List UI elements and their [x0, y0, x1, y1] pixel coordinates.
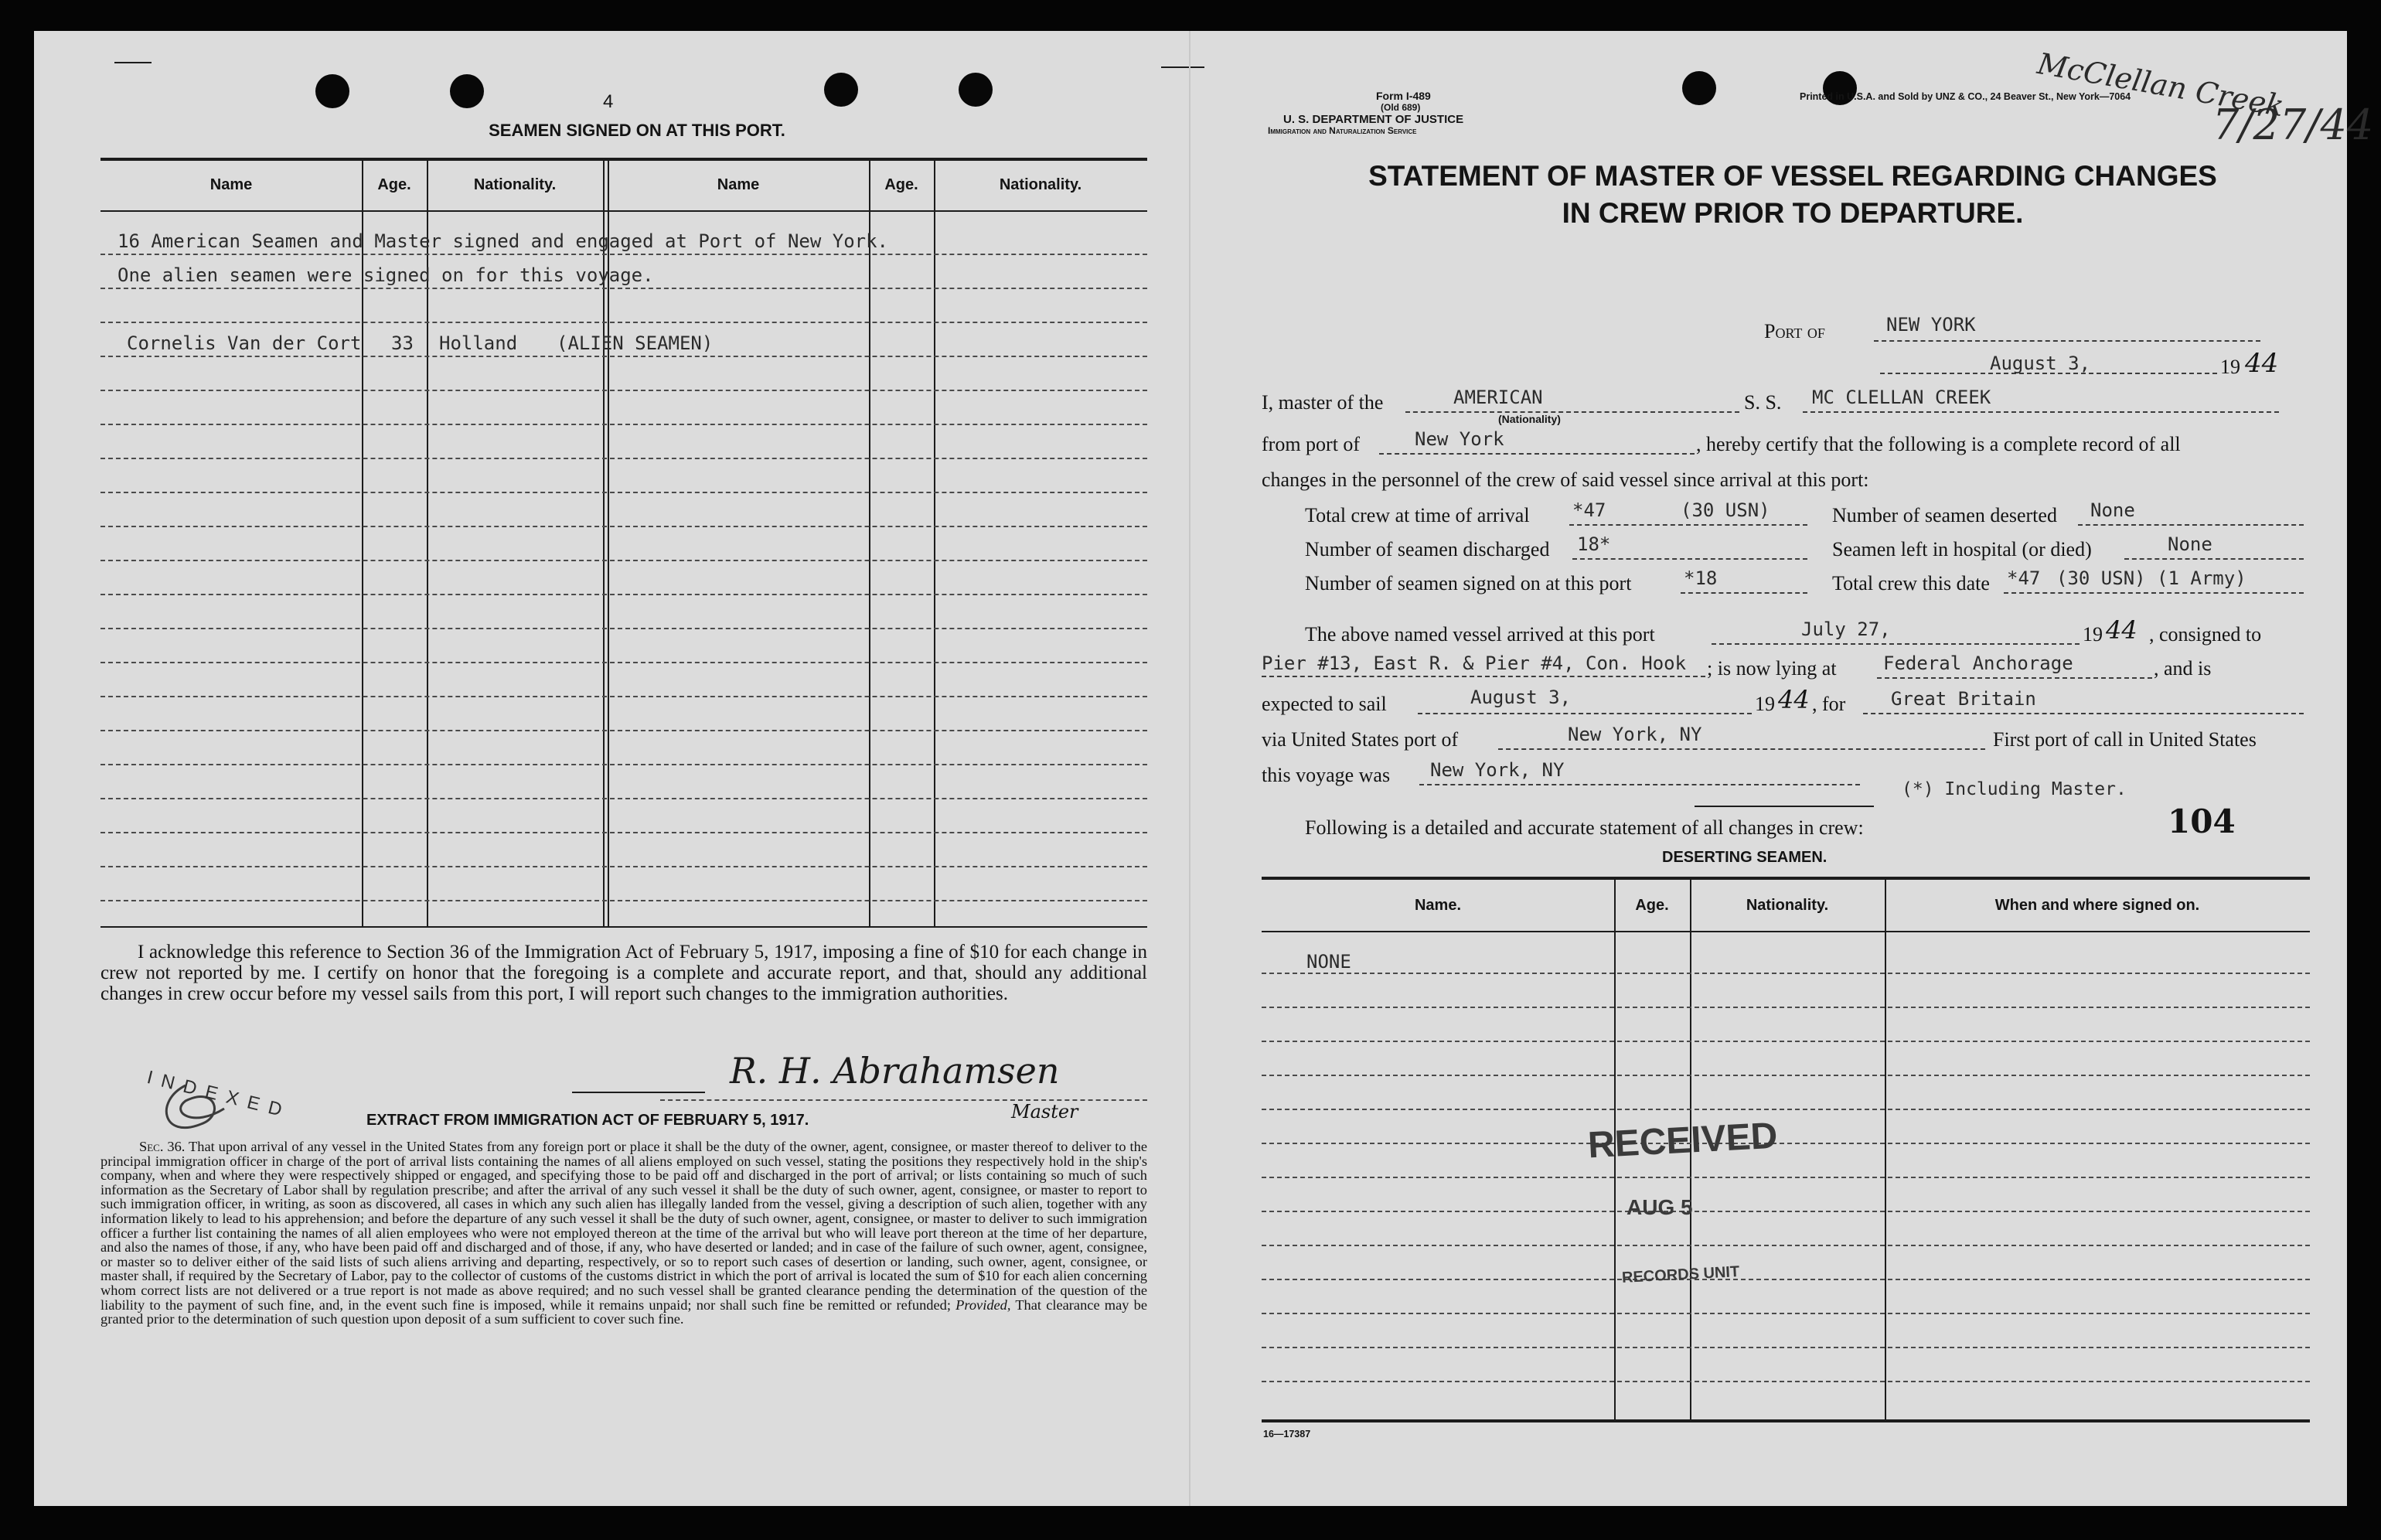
signed-on-value: *18 [1684, 567, 1718, 589]
form-title [1255, 158, 2330, 232]
from-port-value: New York [1415, 428, 1504, 450]
table-row-line [1262, 1041, 2310, 1042]
discharged-field-line [1572, 558, 1807, 560]
date-value: August 3, [1990, 353, 2091, 374]
extract-title: EXTRACT FROM IMMIGRATION ACT OF FEBRUARY 5, 1917. [366, 1112, 809, 1129]
form-old-number: (Old 689) [1381, 102, 1421, 113]
table-row-line [100, 390, 1147, 391]
lying-field-line [1877, 677, 2152, 679]
total-crew-label: Total crew at time of arrival [1305, 504, 1530, 526]
discharged-label: Number of seamen discharged [1305, 538, 1550, 560]
column-header-name: Name [717, 176, 760, 193]
arrived-value: July 27, [1801, 618, 1891, 640]
received-date-stamp: AUG 5 [1627, 1195, 1693, 1219]
table-row: One alien seamen were signed on for this voyage. [118, 264, 654, 286]
table-row-line [100, 492, 1147, 493]
indexed-stamp-label: INDEXED [145, 1067, 294, 1123]
pier-field-line [1262, 676, 1705, 677]
certify-text: , hereby certify that the following is a complete record of all [1696, 433, 2181, 455]
punch-hole [1682, 71, 1716, 105]
table-row-line [100, 356, 1147, 357]
expected-year-prefix: 19 [1755, 693, 1775, 715]
acknowledgment-text: I acknowledge this reference to Section 36 of the Immigration Act of February 5, 1917, imposing a fine of $10 for each change in crew not reported by me. I certify on honor that the foregoing is a complete and accurate report, and that, should any additional changes in crew occur before my vessel sails from this port, I will report such changes to the immigration authorities. [100, 942, 1147, 1004]
table-row-line [1262, 1075, 2310, 1076]
total-crew-field-line [1569, 524, 1807, 526]
column-divider [1885, 878, 1886, 1419]
from-port-field-line [1379, 453, 1695, 455]
statute-proviso-text: That clearance may be granted prior to the determination of such question upon deposit of a sum sufficient to cover such fine. [100, 1296, 1148, 1327]
changes-text: changes in the personnel of the crew of said vessel since arrival at this port: [1262, 468, 1869, 491]
document-sheet [34, 31, 2374, 1506]
deserting-row-value: NONE [1306, 951, 1351, 973]
table-row: 16 American Seamen and Master signed and engaged at Port of New York. [118, 230, 888, 252]
table-row-line [100, 866, 1147, 867]
printer-credit: Printed in U.S.A. and Sold by UNZ & CO., 24 Beaver St., New York—7064 [1800, 91, 2131, 102]
nationality-value: AMERICAN [1453, 387, 1543, 408]
table-row-line [100, 764, 1147, 765]
port-value: NEW YORK [1886, 314, 1976, 336]
form-number: Form I-489 [1376, 90, 1431, 102]
deserting-table-header-rule [1262, 931, 2310, 932]
fold-line [1189, 31, 1190, 1506]
stray-mark [114, 62, 152, 63]
deserting-header-signed-on: When and where signed on. [1994, 897, 2200, 914]
statute-section-text: That upon arrival of any vessel in the United States from any foreign port or place it shall be the duty of the owner, agent, consignee, or master thereof to deliver to the principal immigration officer in charge of the port of arrival lists containing the names of all aliens employed on such vessel, stating the positions they respectively hold in the ship's company, when and where they were respectively shipped or engaged, and specifying those to be paid off and discharged in the port of arrival; or lists containing so much of such information as the Secretary of Labor shall by regulation prescribe; and after the arrival of any such vessel it shall be the duty of such owner, agent, consignee, or master to report to such immigration officer, in writing, as soon as discovered, all cases in which any such alien has illegally landed from the vessel, giving a description of such alien, together with any information likely to lead to his apprehension; and before the departure of any such vessel it shall be the duty of such owner, agent, consignee, or master to deliver to such immigration officer a further list containing the names of all alien employees who were not employed thereon at the time of the arrival but who will leave port thereon at the time of her departure, and also the names of those, if any, who have been paid off and discharged and of those, if any, who have deserted or landed; and in case of the failure of such owner, agent, consignee, or master so to deliver either of the said lists of such aliens arriving and departing, respectively, or so to report such cases of desertion or landing, such owner, agent, consignee, or master shall, if required by the Secretary of Labor, pay to the collector of customs of the customs district in which the port of arrival is located the sum of $10 for each alien concerning whom correct lists are not delivered or a true report is not made as above required; and no such vessel shall be granted clearance pending the determination of the question of the liability to the payment of such fine, and, in the event such fine is imposed, while it remains unpaid; nor shall such fine be remitted or refunded; [100, 1139, 1148, 1313]
including-master-note: (*) Including Master. [1902, 779, 2127, 799]
expected-year: 44 [1778, 685, 1810, 714]
records-unit-stamp: RECORDS UNIT [1621, 1263, 1740, 1286]
table-row-line [100, 288, 1147, 289]
for-label: , for [1812, 693, 1846, 715]
hospital-label: Seamen left in hospital (or died) [1832, 538, 2092, 560]
column-header-age: Age. [884, 176, 918, 193]
statute-text [100, 1140, 1147, 1327]
deserted-value: None [2090, 499, 2135, 521]
total-this-date-extra: (30 USN) (1 Army) [2056, 567, 2246, 589]
table-row-line [100, 798, 1147, 799]
table-row-line [100, 322, 1147, 323]
deserting-header-age: Age. [1635, 897, 1669, 914]
and-is-label: , and is [2154, 657, 2212, 680]
master-signature: R. H. Abrahamsen [730, 1050, 1060, 1092]
nationality-field-line [1405, 411, 1739, 413]
table-row-line [100, 526, 1147, 527]
voyage-label: this voyage was [1262, 764, 1391, 786]
deserted-field-line [2078, 524, 2304, 526]
handwritten-ship-name: McClellan Creek [2035, 46, 2287, 124]
footer-code: 16—17387 [1263, 1429, 1311, 1439]
table-row-line [100, 900, 1147, 901]
deserting-header-name: Name. [1414, 897, 1462, 914]
via-value: New York, NY [1568, 724, 1702, 745]
hospital-value: None [2168, 533, 2212, 555]
table-top-rule [100, 158, 1147, 161]
column-header-nationality: Nationality. [999, 176, 1082, 193]
consigned-label: , consigned to [2149, 623, 2262, 646]
table-row-alien-nationality: Holland [439, 332, 518, 354]
received-stamp: RECEIVED [1586, 1115, 1779, 1167]
table-row-line [1262, 1279, 2310, 1280]
from-port-label: from port of [1262, 433, 1361, 455]
total-crew-value: *47 [1572, 499, 1606, 521]
arrived-year-prefix: 19 [2083, 623, 2103, 646]
lying-value: Federal Anchorage [1883, 652, 2073, 674]
deserted-label: Number of seamen deserted [1832, 504, 2057, 526]
deserting-table-bottom-rule [1262, 1419, 2310, 1422]
deserting-title: DESERTING SEAMEN. [1662, 849, 1827, 866]
handwritten-number: 104 [2168, 802, 2236, 840]
deserting-header-nationality: Nationality. [1746, 897, 1829, 914]
deserting-table-top-rule [1262, 877, 2310, 880]
arrived-year: 44 [2106, 615, 2137, 645]
form-title-line-2: IN CREW PRIOR TO DEPARTURE. [1562, 197, 2024, 229]
year-suffix: 44 [2245, 348, 2279, 379]
table-row-line [100, 662, 1147, 663]
first-port-label: First port of call in United States [1993, 728, 2257, 751]
port-field-line [1874, 340, 2260, 342]
for-field-line [1863, 713, 2304, 714]
total-this-date-value: *47 [2007, 567, 2041, 589]
table-row-line [1262, 1007, 2310, 1008]
table-row-line [1262, 1211, 2310, 1212]
table-row-line [100, 594, 1147, 595]
table-row-line [100, 424, 1147, 425]
table-row-line [1262, 1177, 2310, 1178]
ship-name: MC CLELLAN CREEK [1812, 387, 1991, 408]
nationality-caption: (Nationality) [1498, 413, 1561, 425]
page-number: 4 [603, 91, 614, 112]
table-row-line [100, 832, 1147, 833]
voyage-second-line [1695, 806, 1874, 807]
table-row-line [100, 628, 1147, 629]
pier-value: Pier #13, East R. & Pier #4, Con. Hook [1262, 652, 1687, 674]
column-header-age: Age. [377, 176, 411, 193]
form-title-line-1: STATEMENT OF MASTER OF VESSEL REGARDING CHANGES [1368, 160, 2217, 192]
table-bottom-rule [100, 926, 1147, 928]
following-text: Following is a detailed and accurate statement of all changes in crew: [1305, 816, 1864, 839]
year-prefix: 19 [2220, 356, 2240, 378]
lying-label: ; is now lying at [1707, 657, 1837, 680]
via-field-line [1498, 748, 1985, 750]
signed-on-field-line [1681, 592, 1807, 594]
table-row-alien-note: (ALIEN SEAMEN) [557, 332, 714, 354]
table-row-line [1262, 1143, 2310, 1144]
ship-field-line [1803, 411, 2279, 413]
arrived-field-line [1712, 643, 2080, 645]
total-crew-usn: (30 USN) [1681, 499, 1770, 521]
port-label: Port of [1764, 320, 1825, 342]
voyage-field-line [1419, 784, 1860, 785]
punch-hole [315, 74, 349, 108]
expected-value: August 3, [1470, 687, 1572, 708]
table-row-line [100, 730, 1147, 731]
table-row-line [100, 560, 1147, 561]
table-row-line [1262, 1381, 2310, 1382]
master-of-label: I, master of the [1262, 391, 1384, 414]
stray-mark [1161, 66, 1204, 68]
table-row-alien-name: Cornelis Van der Cort [127, 332, 362, 354]
table-row-line [100, 696, 1147, 697]
handwritten-date: 7/27/44 [2212, 101, 2374, 149]
table-row-line [1262, 973, 2310, 974]
punch-hole [824, 73, 858, 107]
table-row-alien-age: 33 [391, 332, 414, 354]
via-label: via United States port of [1262, 728, 1459, 751]
expected-label: expected to sail [1262, 693, 1387, 715]
table-row-line [1262, 1313, 2310, 1314]
arrived-label: The above named vessel arrived at this port [1305, 623, 1655, 646]
column-header-nationality: Nationality. [473, 176, 557, 193]
column-header-name: Name [209, 176, 253, 193]
discharged-value: 18* [1577, 533, 1611, 555]
total-this-date-field-line [2004, 592, 2304, 594]
column-divider [869, 159, 870, 926]
master-label: Master [1011, 1101, 1078, 1123]
service-name: Immigration and Naturalization Service [1268, 125, 1417, 136]
column-divider [934, 159, 935, 926]
signed-on-label: Number of seamen signed on at this port [1305, 572, 1632, 595]
punch-hole [959, 73, 993, 107]
punch-hole [450, 74, 484, 108]
voyage-value: New York, NY [1430, 759, 1565, 781]
hospital-field-line [2124, 558, 2304, 560]
table-row-line [100, 458, 1147, 459]
table-row-line [1262, 1347, 2310, 1348]
table-row-line [1262, 1245, 2310, 1246]
extract-rule [572, 1092, 705, 1093]
statute-section-label: Sec. 36. [139, 1139, 186, 1154]
total-this-date-label: Total crew this date [1832, 572, 1990, 595]
statute-proviso-label: Provided, [955, 1296, 1011, 1313]
expected-field-line [1418, 713, 1752, 714]
for-value: Great Britain [1891, 688, 2036, 710]
table-row-line [100, 254, 1147, 255]
table-header-rule [100, 210, 1147, 212]
ss-label: S. S. [1744, 391, 1782, 414]
table-row-line [1262, 1109, 2310, 1110]
section-title: SEAMEN SIGNED ON AT THIS PORT. [489, 121, 785, 140]
department-name: U. S. DEPARTMENT OF JUSTICE [1283, 113, 1464, 126]
